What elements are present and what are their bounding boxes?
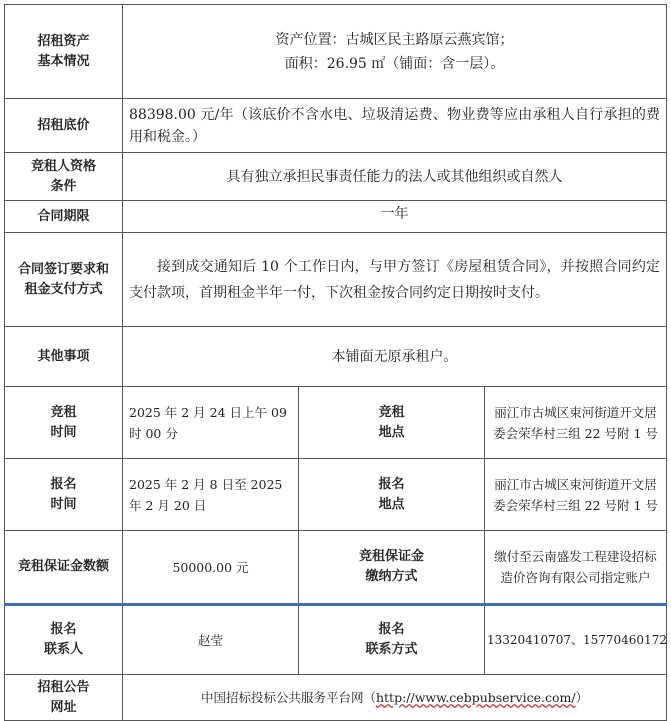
- website-label-line1: 招租公告: [37, 679, 90, 695]
- row-signing: [5, 233, 667, 327]
- lease-info-table: [4, 4, 667, 721]
- row-deposit: [5, 531, 667, 605]
- deposit-method-label-line2: 缴纳方式: [365, 569, 418, 584]
- asset-value: [123, 5, 667, 99]
- contact-label: [5, 605, 123, 675]
- qualification-label-line2: 条件: [50, 178, 77, 194]
- bid-time-label-line2: 时间: [50, 424, 77, 440]
- signing-label-line1: 合同签订要求和: [17, 261, 109, 277]
- reg-time-label: [5, 459, 123, 531]
- website-close: ）: [575, 690, 589, 705]
- asset-location: 资产位置：古城区民主路原云燕宾馆；: [275, 31, 514, 48]
- website-label: [5, 675, 123, 721]
- other-value: 本铺面无原承租户。: [123, 327, 667, 387]
- base-price-value: 88398.00 元/年（该底价不含水电、垃圾清运费、物业费等应由承租人自行承担的费用和税金。）: [123, 99, 667, 153]
- contract-term-label: 合同期限: [5, 201, 123, 233]
- bid-time-label: [5, 387, 123, 459]
- reg-place-label-line1: 报名: [378, 476, 405, 492]
- qualification-label: [5, 153, 123, 201]
- reg-time-label-line2: 时间: [50, 496, 77, 512]
- row-qualification: [5, 153, 667, 201]
- base-price-label: 招租底价: [5, 99, 123, 153]
- other-label: 其他事项: [5, 327, 123, 387]
- row-base-price: [5, 99, 667, 153]
- row-contact: [5, 605, 667, 675]
- deposit-method-value: 缴付至云南盛发工程建设招标造价咨询有限公司指定账户: [485, 531, 667, 605]
- deposit-method-label: [299, 531, 485, 605]
- signing-label: [5, 233, 123, 327]
- contact-phones: 13320410707、15770460172: [485, 605, 667, 675]
- signing-label-line2: 租金支付方式: [24, 281, 103, 297]
- reg-time-label-line1: 报名: [50, 476, 77, 492]
- qualification-value: 具有独立承担民事责任能力的法人或其他组织或自然人: [123, 153, 667, 201]
- reg-place-label: [299, 459, 485, 531]
- contact-phone-label: [299, 605, 485, 675]
- asset-area: 面积：26.95 ㎡（铺面：含一层）。: [284, 55, 505, 72]
- deposit-label: 竞租保证金数额: [5, 531, 123, 605]
- bid-time-label-line1: 竞租: [50, 404, 77, 420]
- row-bid-time: [5, 387, 667, 459]
- deposit-method-label-line1: 竞租保证金: [358, 549, 424, 564]
- contact-label-line1: 报名: [50, 622, 77, 637]
- row-other: [5, 327, 667, 387]
- asset-label-line1: 招租资产: [37, 33, 90, 49]
- qualification-label-line1: 竞租人资格: [30, 158, 96, 174]
- bid-place-label-line1: 竞租: [378, 404, 405, 420]
- contact-phone-label-line1: 报名: [378, 622, 405, 637]
- contact-phone-label-line2: 联系方式: [365, 642, 418, 657]
- website-site-name: 中国招标投标公共服务平台网（: [200, 690, 376, 705]
- row-asset: [5, 5, 667, 99]
- bid-time-value: 2025 年 2 月 24 日上午 09 时 00 分: [123, 387, 299, 459]
- signing-value: 接到成交通知后 10 个工作日内，与甲方签订《房屋租赁合同》，并按照合同约定支付款项，首期租金半年一付，下次租金按合同约定日期按时支付。: [123, 233, 667, 327]
- row-contract-term: [5, 201, 667, 233]
- bid-place-label-line2: 地点: [378, 424, 405, 440]
- deposit-amount: 50000.00 元: [123, 531, 299, 605]
- reg-place-label-line2: 地点: [378, 496, 405, 512]
- row-reg-time: [5, 459, 667, 531]
- contact-label-line2: 联系人: [43, 642, 83, 657]
- contact-name: 赵莹: [123, 605, 299, 675]
- asset-label-line2: 基本情况: [37, 53, 90, 69]
- website-label-line2: 网址: [50, 699, 77, 715]
- website-value: [123, 675, 667, 721]
- reg-place-value: 丽江市古城区束河街道开文居委会荣华村三组 22 号附 1 号: [485, 459, 667, 531]
- reg-time-value: 2025 年 2 月 8 日至 2025 年 2 月 20 日: [123, 459, 299, 531]
- bid-place-label: [299, 387, 485, 459]
- website-url-link[interactable]: http://www.cebpubservice.com/: [375, 690, 576, 705]
- contract-term-value: 一年: [123, 201, 667, 233]
- asset-label: [5, 5, 123, 99]
- row-website: [5, 675, 667, 721]
- bid-place-value: 丽江市古城区束河街道开文居委会荣华村三组 22 号附 1 号: [485, 387, 667, 459]
